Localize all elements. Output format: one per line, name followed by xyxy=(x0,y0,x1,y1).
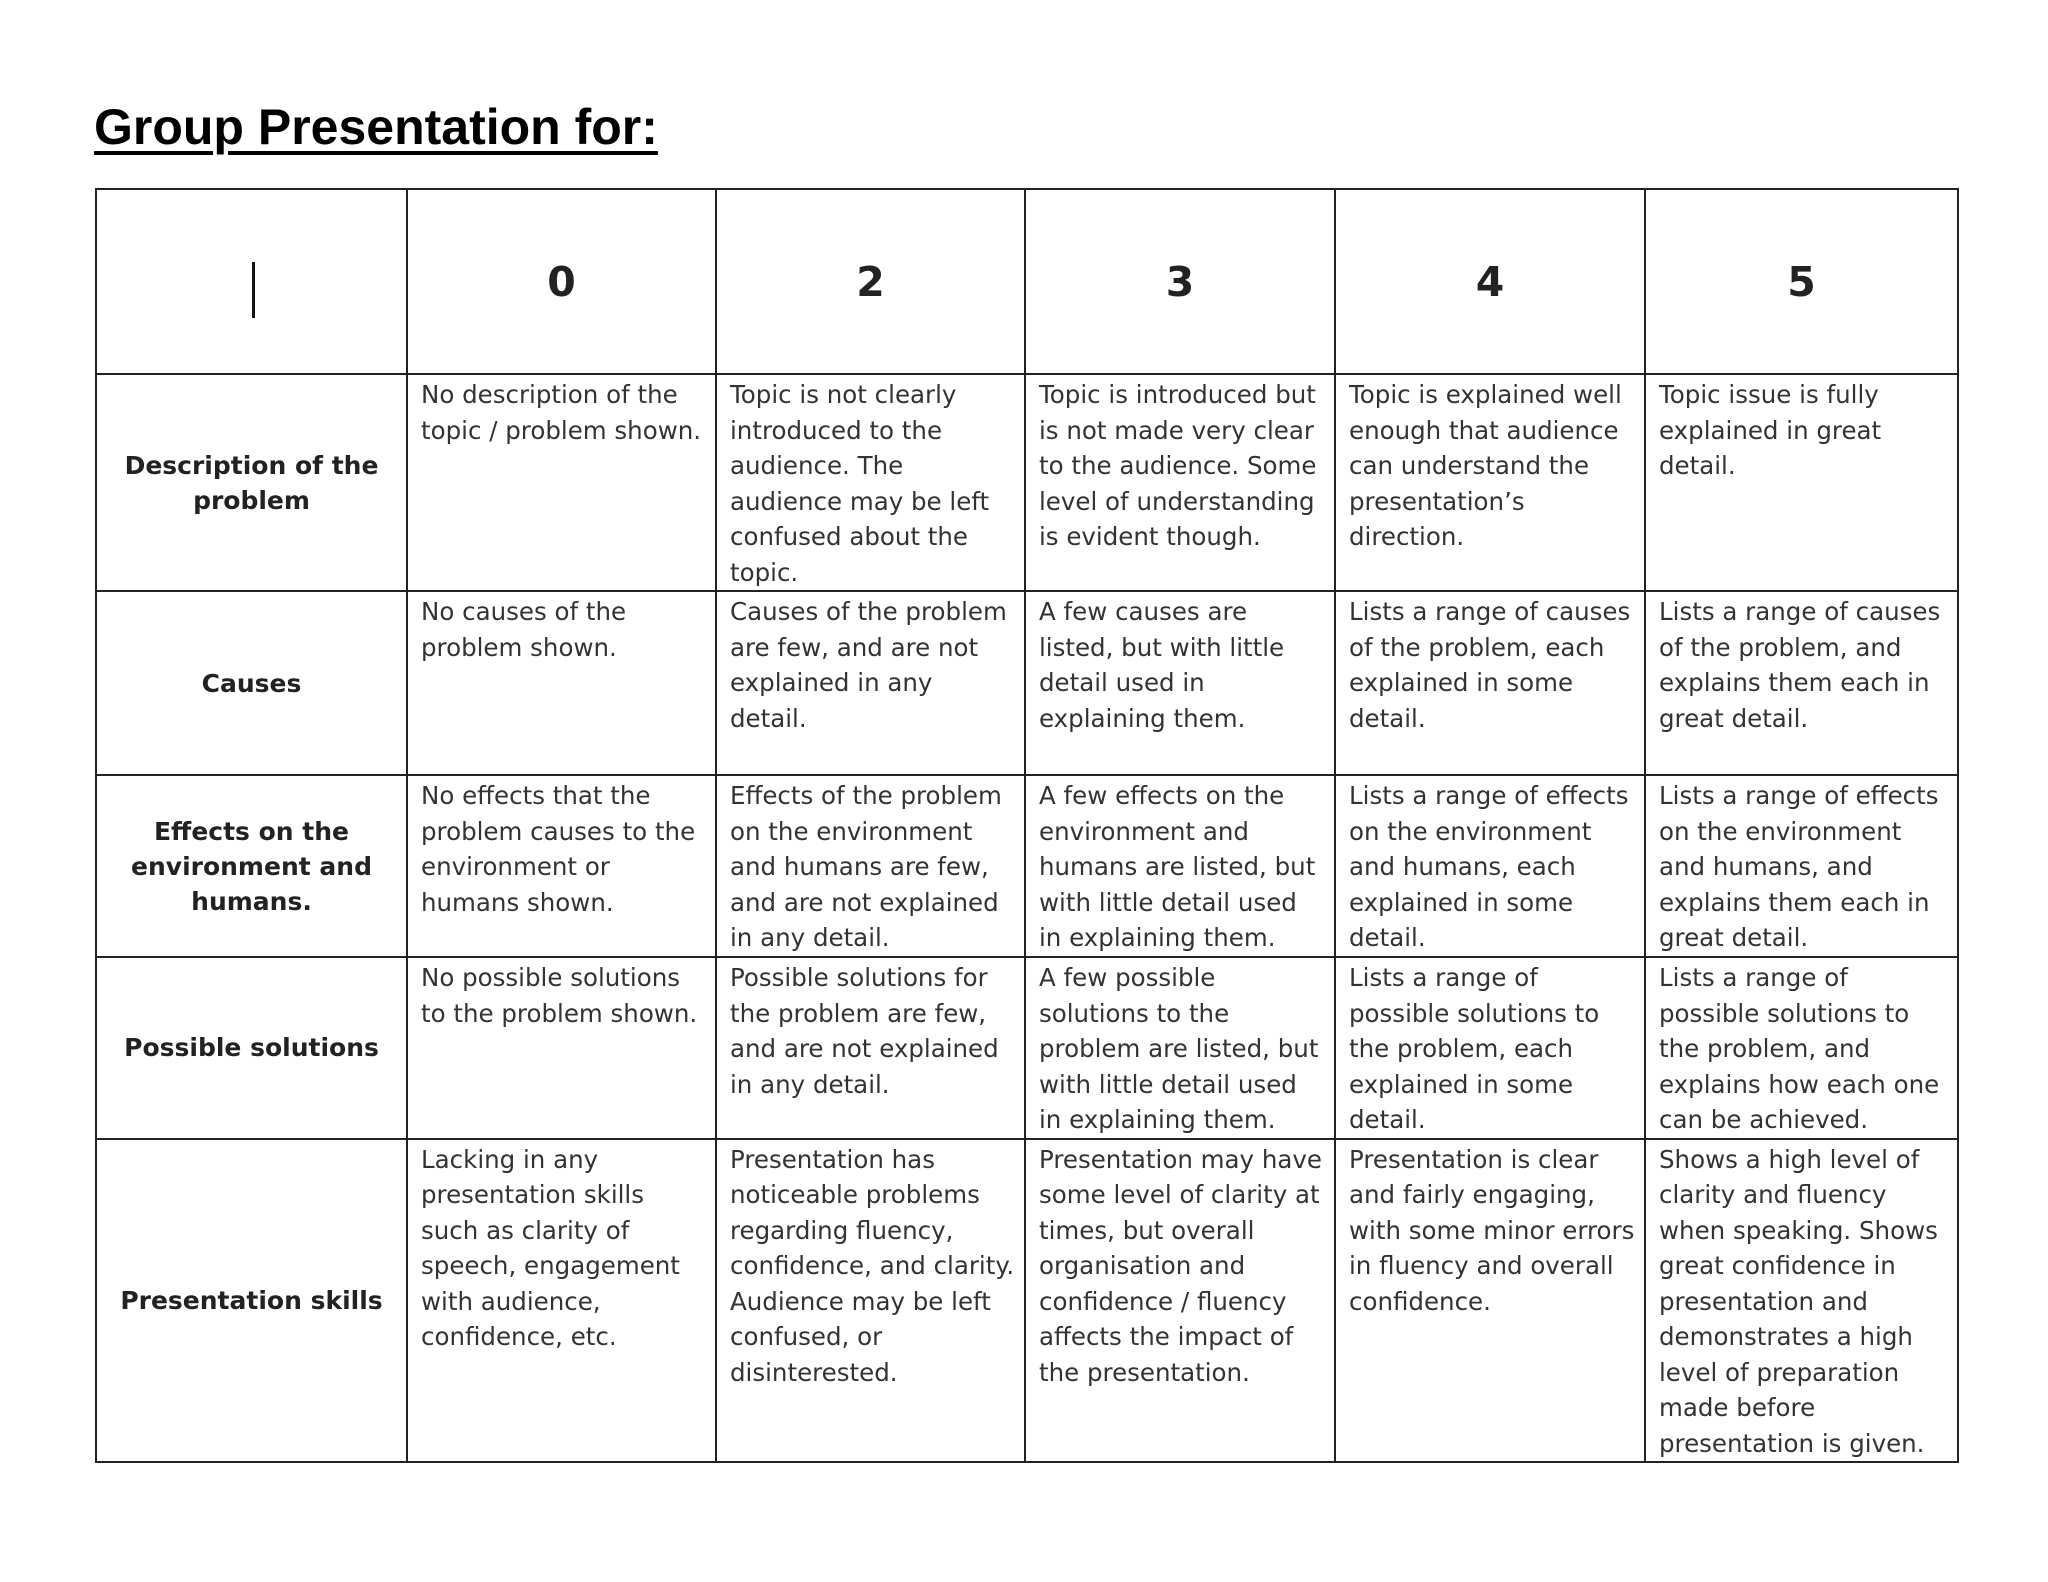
rubric-row-description xyxy=(96,374,1958,591)
rubric-cell: Lists a range of effects on the environment and humans, each explained in some detail. xyxy=(1335,775,1645,957)
rubric-cell: A few possible solutions to the problem are listed, but with little detail used in explaining them. xyxy=(1025,957,1335,1139)
rubric-row-solutions xyxy=(96,957,1958,1139)
rubric-cell: Lists a range of possible solutions to the problem, and explains how each one can be achieved. xyxy=(1645,957,1958,1139)
rubric-cell: No possible solutions to the problem shown. xyxy=(407,957,716,1139)
rubric-cell: Topic is not clearly introduced to the audience. The audience may be left confused about the topic. xyxy=(716,374,1025,591)
score-header: 3 xyxy=(1025,189,1335,374)
criterion-label: Presentation skills xyxy=(96,1139,407,1463)
text-cursor-icon xyxy=(252,262,255,318)
rubric-row-effects xyxy=(96,775,1958,957)
score-header: 0 xyxy=(407,189,716,374)
page-title: Group Presentation for: xyxy=(94,99,658,155)
criterion-label: Description of the problem xyxy=(96,374,407,591)
rubric-row-causes xyxy=(96,591,1958,775)
rubric-cell: Shows a high level of clarity and fluency when speaking. Shows great confidence in presentation and demonstrates a high level of preparation made before presentation is given. xyxy=(1645,1139,1958,1463)
rubric-cell: Presentation is clear and fairly engaging, with some minor errors in fluency and overall confidence. xyxy=(1335,1139,1645,1463)
rubric-cell: No description of the topic / problem shown. xyxy=(407,374,716,591)
criterion-label: Possible solutions xyxy=(96,957,407,1139)
rubric-cell: Lacking in any presentation skills such as clarity of speech, engagement with audience, confidence, etc. xyxy=(407,1139,716,1463)
rubric-cell: Topic is introduced but is not made very clear to the audience. Some level of understanding is evident though. xyxy=(1025,374,1335,591)
score-header: 4 xyxy=(1335,189,1645,374)
rubric-cell: Topic issue is fully explained in great detail. xyxy=(1645,374,1958,591)
criterion-label: Effects on the environment and humans. xyxy=(96,775,407,957)
criterion-label: Causes xyxy=(96,591,407,775)
rubric-cell: Lists a range of possible solutions to the problem, each explained in some detail. xyxy=(1335,957,1645,1139)
rubric-cell: Effects of the problem on the environment and humans are few, and are not explained in any detail. xyxy=(716,775,1025,957)
rubric-cell: Lists a range of causes of the problem, each explained in some detail. xyxy=(1335,591,1645,775)
score-header: 5 xyxy=(1645,189,1958,374)
rubric-cell: A few effects on the environment and humans are listed, but with little detail used in explaining them. xyxy=(1025,775,1335,957)
rubric-cell: Possible solutions for the problem are few, and are not explained in any detail. xyxy=(716,957,1025,1139)
rubric-table xyxy=(95,188,1959,1463)
rubric-cell: Presentation has noticeable problems regarding fluency, confidence, and clarity. Audience may be left confused, or disinterested. xyxy=(716,1139,1025,1463)
rubric-cell: Lists a range of causes of the problem, and explains them each in great detail. xyxy=(1645,591,1958,775)
score-header: 2 xyxy=(716,189,1025,374)
rubric-cell: A few causes are listed, but with little detail used in explaining them. xyxy=(1025,591,1335,775)
rubric-cell: Causes of the problem are few, and are not explained in any detail. xyxy=(716,591,1025,775)
rubric-cell: No effects that the problem causes to the environment or humans shown. xyxy=(407,775,716,957)
rubric-cell: Topic is explained well enough that audience can understand the presentation’s direction. xyxy=(1335,374,1645,591)
rubric-cell: Presentation may have some level of clarity at times, but overall organisation and confidence / fluency affects the impact of the presentation. xyxy=(1025,1139,1335,1463)
rubric-cell: No causes of the problem shown. xyxy=(407,591,716,775)
score-header-row xyxy=(96,189,1958,374)
rubric-row-presentation-skills xyxy=(96,1139,1958,1463)
corner-cell xyxy=(96,189,407,374)
rubric-cell: Lists a range of effects on the environment and humans, and explains them each in great detail. xyxy=(1645,775,1958,957)
